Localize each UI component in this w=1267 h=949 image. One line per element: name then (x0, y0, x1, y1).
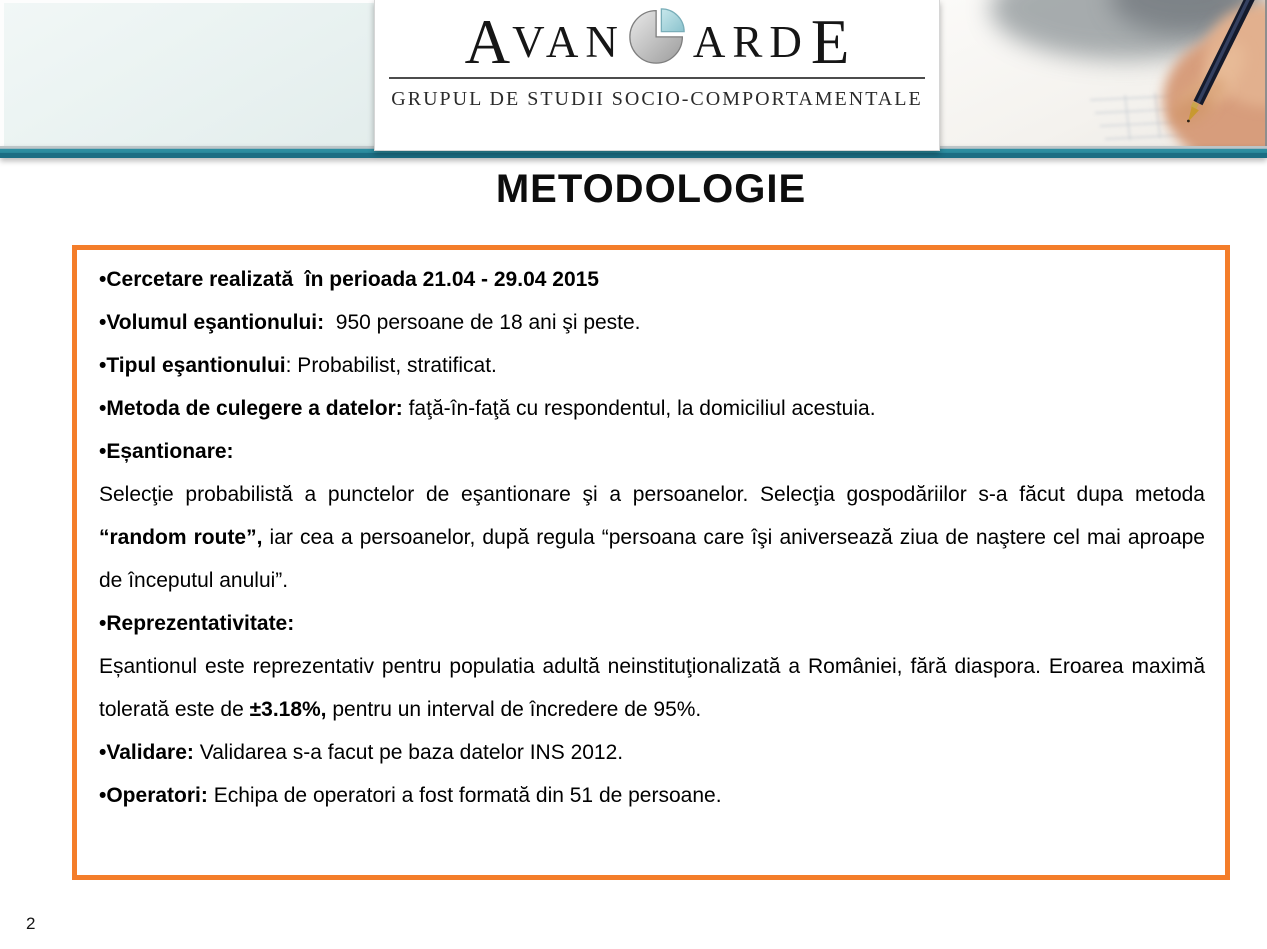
avangarde-logo (465, 8, 850, 75)
logo-divider-line (389, 77, 925, 79)
methodology-paragraph: •Validare: Validarea s-a facut pe baza datelor INS 2012. (99, 741, 624, 764)
hand-writing-with-pen-photo (940, 0, 1267, 150)
logo-letter: A (464, 6, 511, 77)
header-mint-panel (0, 0, 374, 148)
methodology-paragraph: •Cercetare realizată în perioada 21.04 - 29.04 2015 (99, 268, 599, 291)
hand-pen-photo (940, 0, 1267, 150)
methodology-paragraph: Selecţie probabilistă a punctelor de eşantionare şi a persoanelor. Selecţia gospodăriilor s-a făcut dupa metoda “random route”, iar cea a persoanelor, după regula “persoana care îşi aniversează ziua de naştere cel mai aproape de începutul anului”. (99, 483, 1205, 592)
methodology-paragraph: •Tipul eşantionului: Probabilist, stratificat. (99, 354, 497, 377)
methodology-paragraph: Eșantionul este reprezentativ pentru populatia adultă neinstituţionalizată a României, fără diaspora. Eroarea maximă tolerată este de ±3.18%, pentru un interval de încredere de 95%. (99, 655, 1205, 721)
pie-chart-logo-icon (629, 8, 685, 69)
logo-letter: E (810, 6, 850, 77)
methodology-paragraph: •Eșantionare: (99, 440, 234, 463)
methodology-paragraph: •Volumul eşantionului: 950 persoane de 18 ani şi peste. (99, 311, 641, 334)
methodology-paragraph: •Reprezentativitate: (99, 612, 295, 635)
page-number: 2 (26, 914, 36, 933)
logo-letters: VAN (512, 16, 625, 67)
slide-title: METODOLOGIE (495, 167, 807, 211)
avangarde-logo-card (374, 0, 940, 151)
methodology-paragraph: •Operatori: Echipa de operatori a fost formată din 51 de persoane. (99, 784, 722, 807)
methodology-box (72, 245, 1230, 880)
methodology-paragraph: •Metoda de culegere a datelor: faţă-în-faţă cu respondentul, la domiciliul acestuia. (99, 397, 876, 420)
logo-letters: ARD (692, 16, 809, 67)
logo-subtitle: GRUPUL DE STUDII SOCIO-COMPORTAMENTALE (391, 88, 923, 110)
